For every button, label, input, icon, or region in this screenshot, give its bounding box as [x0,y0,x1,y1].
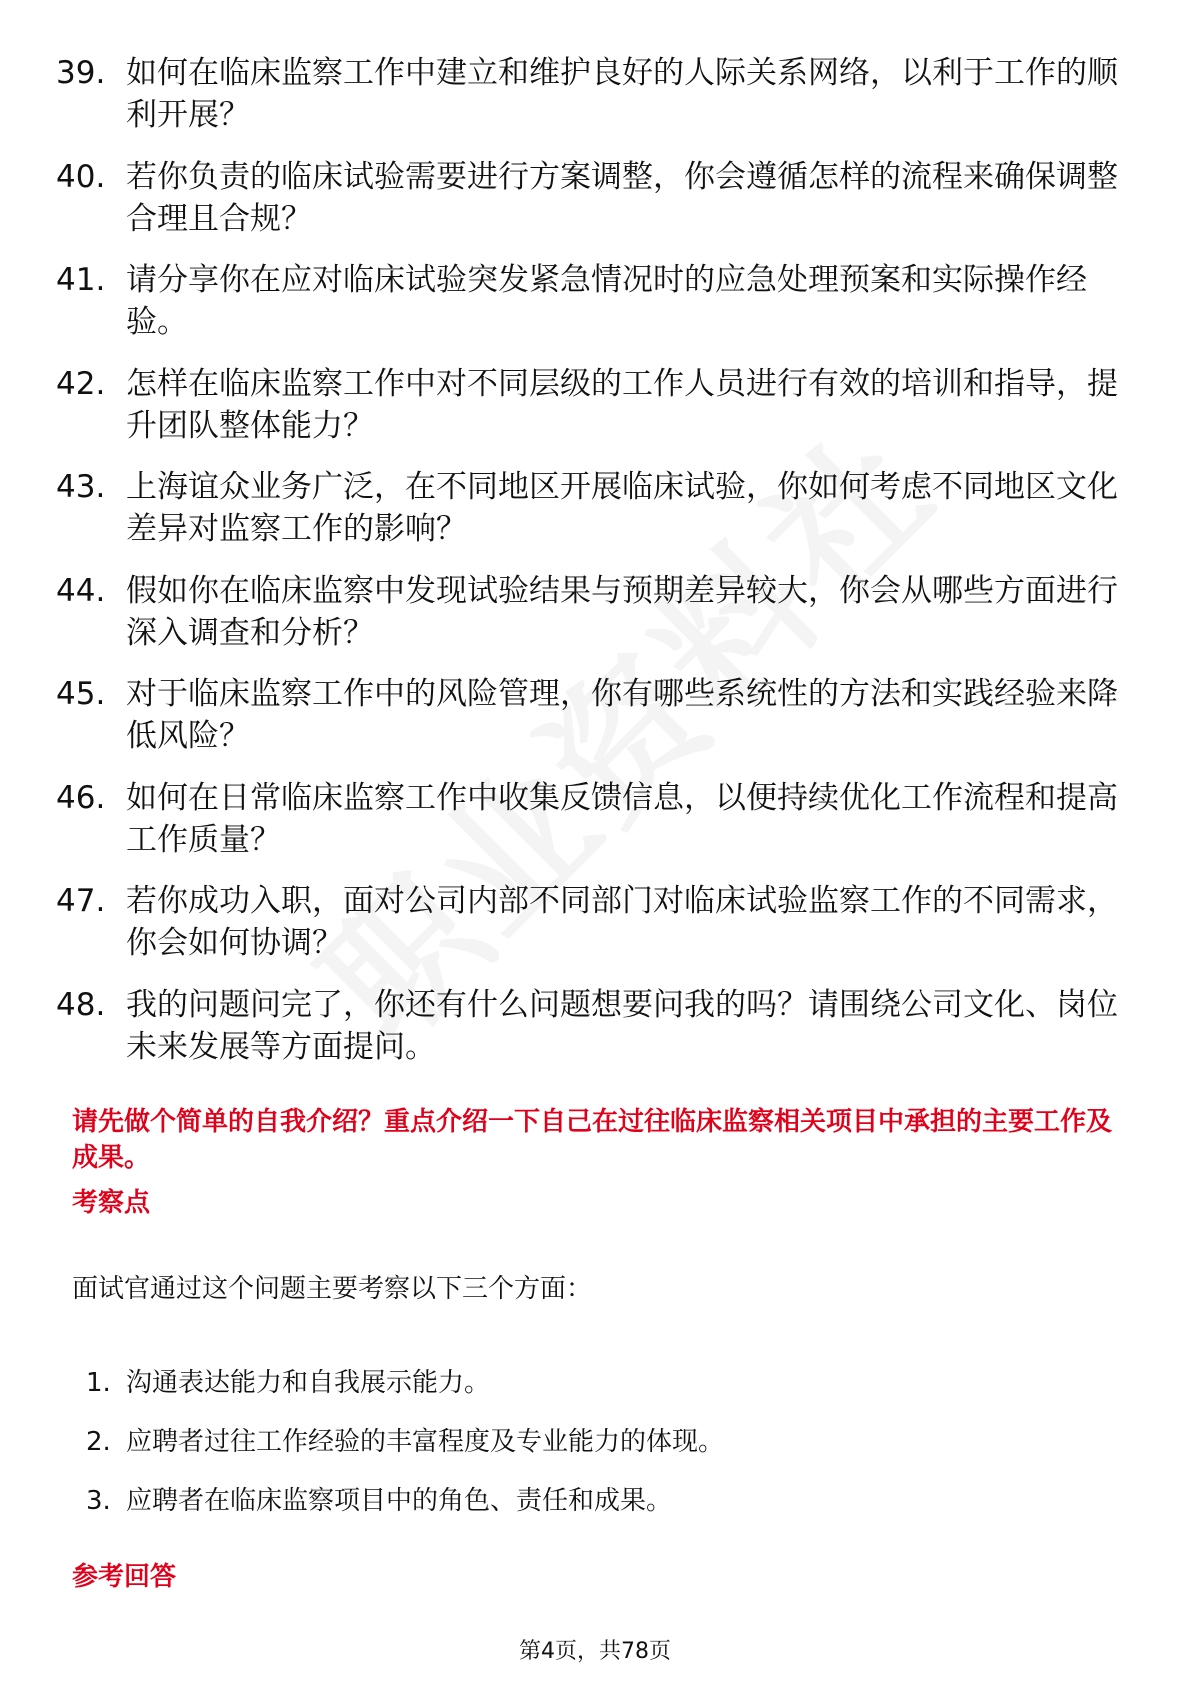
question-number: 39. [56,55,106,91]
highlight-question: 请先做个简单的自我介绍？重点介绍一下自己在过往临床监察相关项目中承担的主要工作及成果。 [72,1107,1113,1173]
list-item [0,466,1190,570]
question-number: 43. [56,469,106,505]
list-text: 应聘者过往工作经验的丰富程度及专业能力的体现。 [126,1427,725,1457]
focus-point-list [0,1366,1190,1543]
section-heading-answer: 参考回答 [72,1562,177,1592]
question-text: 我的问题问完了，你还有什么问题想要问我的吗？请围绕公司文化、岗位未来发展等方面提问。 [126,986,1118,1065]
question-text: 如何在日常临床监察工作中收集反馈信息，以便持续优化工作流程和提高工作质量？ [126,779,1118,858]
question-number: 44. [56,572,106,609]
intro-text: 面试官通过这个问题主要考察以下三个方面： [72,1274,593,1304]
list-number: 1. [86,1368,111,1398]
list-number: 2. [86,1427,111,1457]
list-number: 3. [86,1486,111,1516]
question-text: 若你成功入职，面对公司内部不同部门对临床试验监察工作的不同需求，你会如何协调？ [126,883,1118,961]
question-number: 41. [56,262,106,298]
question-number: 42. [56,365,106,402]
list-item [0,673,1190,777]
page-footer: 第4页，共78页 [519,1639,671,1664]
list-item [0,570,1190,674]
question-text: 怎样在临床监察工作中对不同层级的工作人员进行有效的培训和指导，提升团队整体能力？ [126,365,1118,444]
list-text: 应聘者在临床监察项目中的角色、责任和成果。 [126,1486,673,1516]
question-text: 如何在临床监察工作中建立和维护良好的人际关系网络，以利于工作的顺利开展？ [126,55,1118,133]
question-text: 若你负责的临床试验需要进行方案调整，你会遵循怎样的流程来确保调整合理且合规？ [126,158,1118,237]
list-item [0,1425,1190,1484]
list-item [0,880,1190,984]
list-item [0,156,1190,260]
question-text: 对于临床监察工作中的风险管理，你有哪些系统性的方法和实践经验来降低风险？ [126,676,1118,754]
list-item [0,259,1190,363]
list-item [0,777,1190,881]
list-item [0,52,1190,156]
question-number: 46. [56,779,106,816]
question-text: 上海谊众业务广泛，在不同地区开展临床试验，你如何考虑不同地区文化差异对监察工作的影响？ [126,469,1118,547]
question-number: 45. [56,676,106,712]
question-number: 48. [56,986,106,1023]
list-item [0,363,1190,467]
section-heading-focus: 考察点 [72,1188,151,1218]
list-item [0,984,1190,1088]
list-item [0,1484,1190,1543]
list-item [0,1366,1190,1425]
list-text: 沟通表达能力和自我展示能力。 [126,1368,491,1398]
question-text: 假如你在临床监察中发现试验结果与预期差异较大，你会从哪些方面进行深入调查和分析？ [126,572,1118,651]
question-number: 40. [56,158,106,195]
question-text: 请分享你在应对临床试验突发紧急情况时的应急处理预案和实际操作经验。 [126,262,1087,340]
question-number: 47. [56,883,106,919]
question-list [0,52,1190,1087]
